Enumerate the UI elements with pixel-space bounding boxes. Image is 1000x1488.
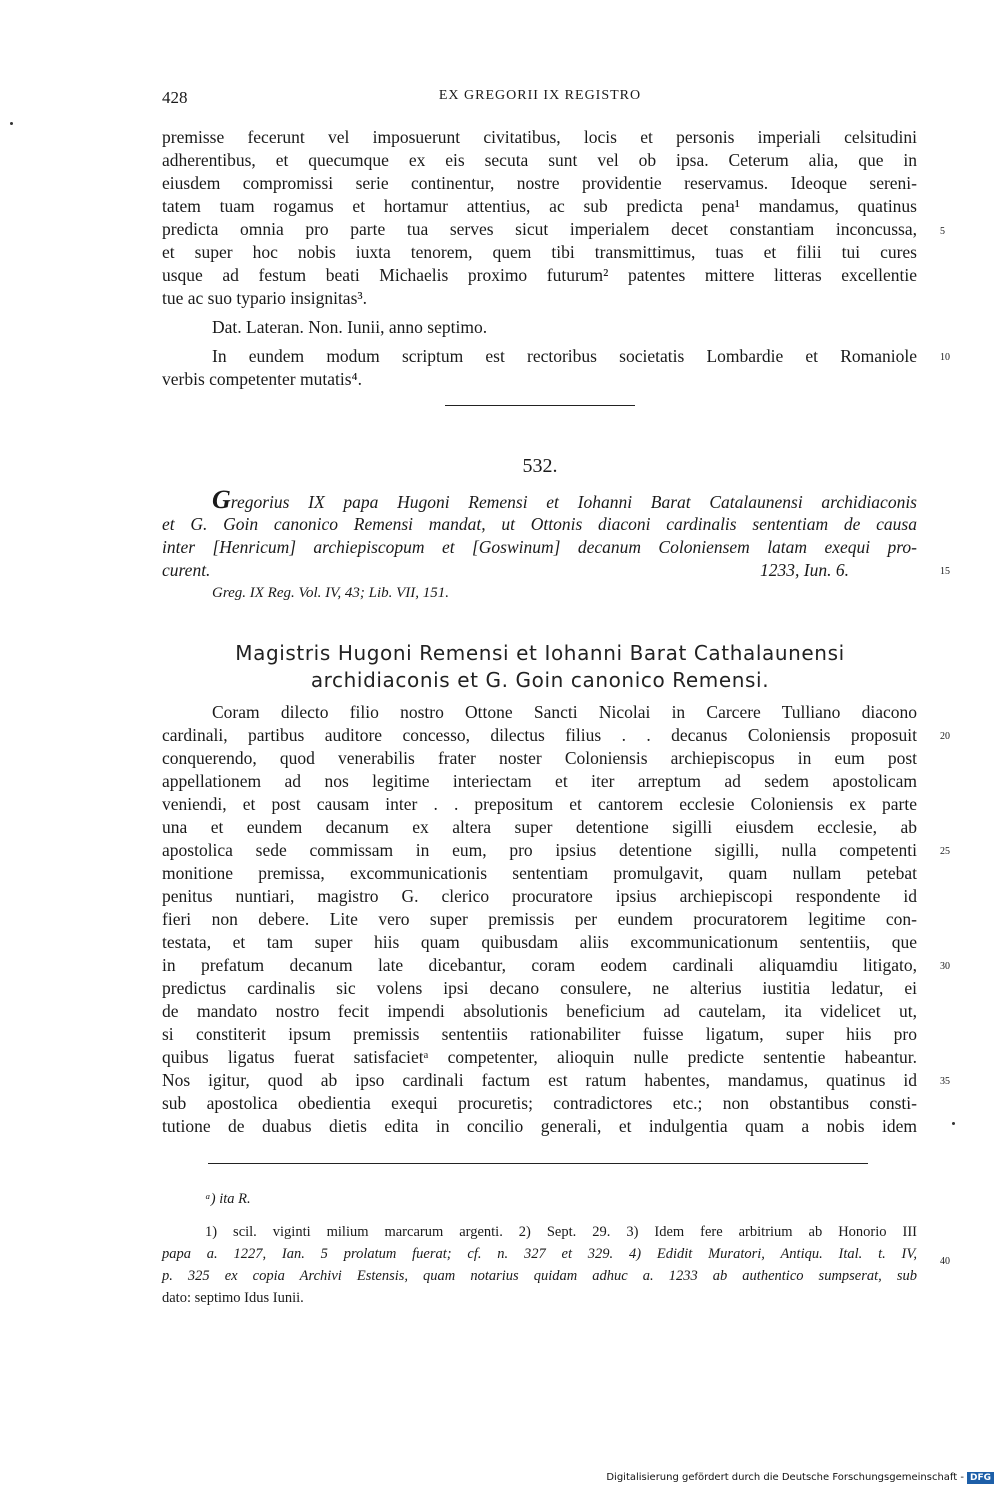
body-line: apostolica sede commissam in eum, pro ipsius detentione sigilli, nulla competenti (162, 840, 917, 860)
entry-number: 532. (522, 455, 558, 477)
footnote-line: p. 325 ex copia Archivi Estensis, quam notarius quidam adhuc a. 1233 ab authentico sumpserat, sub (162, 1268, 917, 1284)
body-line: predictus cardinalis sic volens ipsi decano consulere, ne alterius iustitia ledatur, ei (162, 978, 917, 998)
margin-line-number: 30 (940, 961, 950, 972)
body-line: in prefatum decanum late dicebantur, coram eodem cardinali aliquamdiu litigato, (162, 955, 917, 975)
source-reference: Greg. IX Reg. Vol. IV, 43; Lib. VII, 151. (212, 585, 450, 601)
footnote-line: 1) scil. viginti milium marcarum argenti. 2) Sept. 29. 3) Idem fere arbitrium ab Honorio III (205, 1224, 917, 1240)
body-line: testata, et tam super hiis quam quibusdam aliis excommunicationum sententiis, que (162, 932, 917, 952)
summary-line: curent. (162, 560, 211, 580)
text-line: adherentibus, et quecumque ex eis secuta sunt vel ob ipsa. Ceterum alia, que in (162, 150, 917, 170)
margin-line-number: 10 (940, 352, 950, 363)
footnote-line: papa a. 1227, Ian. 5 prolatum fuerat; cf. n. 327 et 329. 4) Edidit Muratori, Antiqu. Ital. t. IV, (162, 1246, 917, 1262)
text-line: predicta omnia pro parte tua serves sicut imperialem decet constantiam inconcussa, (162, 219, 917, 239)
body-line: appellationem ad nos legitime interiectam et iter arreptum ad sedem apostolicam (162, 771, 917, 791)
address-heading: archidiaconis et G. Goin canonico Remensi. (310, 668, 770, 692)
text-line: verbis competenter mutatis⁴. (162, 369, 363, 389)
margin-line-number: 40 (940, 1256, 950, 1267)
credit-text: Digitalisierung gefördert durch die Deutsche Forschungsgemeinschaft - (606, 1472, 964, 1483)
address-heading: Magistris Hugoni Remensi et Iohanni Barat Cathalaunensi (235, 641, 845, 665)
drop-cap: G (212, 485, 231, 514)
body-line: conquerendo, quod venerabilis frater noster Coloniensis archiepiscopus in eum post (162, 748, 917, 768)
body-line: veniendi, et post causam inter . . prepositum et cantorem ecclesie Coloniensis ex parte (162, 794, 917, 814)
footnote-divider (208, 1163, 868, 1164)
text-line: In eundem modum scriptum est rectoribus societatis Lombardie et Romaniole (212, 346, 917, 366)
summary-text: regorius IX papa Hugoni Remensi et Iohanni Barat Catalaunensi archidiaconis (230, 492, 917, 512)
dfg-logo: DFG (967, 1472, 994, 1484)
text-line: et super hoc nobis iuxta tenorem, quem tibi transmittimus, tuas et filii tui cures (162, 242, 917, 262)
body-line: quibus ligatus fuerat satisfacietᵃ competenter, alioquin nulle predicte sententie habeantur. (162, 1047, 917, 1067)
text-line: usque ad festum beati Michaelis proximo futurum² patentes mittere litteras excellentie (162, 265, 917, 285)
text-line: premisse fecerunt vel imposuerunt civitatibus, locis et personis imperiali celsitudini (162, 127, 917, 147)
body-line: tutione de duabus dietis edita in concilio generali, et indulgentia quam a nobis idem (162, 1116, 917, 1136)
body-line: cardinali, partibus auditore concesso, dilectus filius . . decanus Coloniensis proposuit (162, 725, 917, 745)
body-line: Nos igitur, quod ab ipso cardinali factum est ratum habentes, mandamus, quatinus id (162, 1070, 917, 1090)
text-line: eiusdem compromissi serie continentur, nostre providentie reservamus. Ideoque sereni- (162, 173, 917, 193)
body-line: si constiterit ipsum premissis sententiis rationabiliter fuisse ligatum, super hiis pro (162, 1024, 917, 1044)
margin-line-number: 25 (940, 846, 950, 857)
text-line: tue ac suo typario insignitas³. (162, 288, 368, 308)
summary-line: inter [Henricum] archiepiscopum et [Goswinum] decanum Coloniensem latam exequi pro- (162, 537, 917, 557)
body-line: penitus nuntiari, magistro G. clerico procuratore ipsius archiepiscopi respondente id (162, 886, 917, 906)
margin-line-number: 5 (940, 226, 945, 237)
summary-line (212, 485, 917, 514)
variant-note: ᵃ) ita R. (205, 1191, 251, 1207)
body-line: sub apostolica obedientia exequi procuretis; contradictores etc.; non obstantibus consti- (162, 1093, 917, 1113)
section-divider (445, 405, 635, 406)
body-line: monitione premissa, excommunicationis sententiam promulgavit, quam nullam petebat (162, 863, 917, 883)
text-line: tatem tuam rogamus et hortamur attentius, ac sub predicta pena¹ mandamus, quatinus (162, 196, 917, 216)
scan-mark (952, 1122, 955, 1125)
footnote-line: dato: septimo Idus Iunii. (162, 1290, 304, 1306)
margin-line-number: 20 (940, 731, 950, 742)
body-line: fieri non debere. Lite vero super premissis per eundem procuratorem legitime con- (162, 909, 917, 929)
digitization-credit (606, 1472, 994, 1484)
margin-line-number: 35 (940, 1076, 950, 1087)
summary-line: et G. Goin canonico Remensi mandat, ut Ottonis diaconi cardinalis sententiam de causa (162, 514, 917, 534)
entry-date: 1233, Iun. 6. (760, 560, 849, 580)
body-line: de mandato nostro fecit impendi absolutionis beneficium ad cautelam, ita videlicet ut, (162, 1001, 917, 1021)
body-line: una et eundem decanum ex altera super detentione sigilli eiusdem ecclesie, ab (162, 817, 917, 837)
page-number: 428 (162, 88, 188, 107)
margin-line-number: 15 (940, 566, 950, 577)
dating-clause: Dat. Lateran. Non. Iunii, anno septimo. (212, 317, 488, 337)
scan-mark (10, 122, 13, 125)
body-line: Coram dilecto filio nostro Ottone Sancti Nicolai in Carcere Tulliano diacono (212, 702, 917, 722)
running-head: EX GREGORII IX REGISTRO (438, 88, 642, 103)
